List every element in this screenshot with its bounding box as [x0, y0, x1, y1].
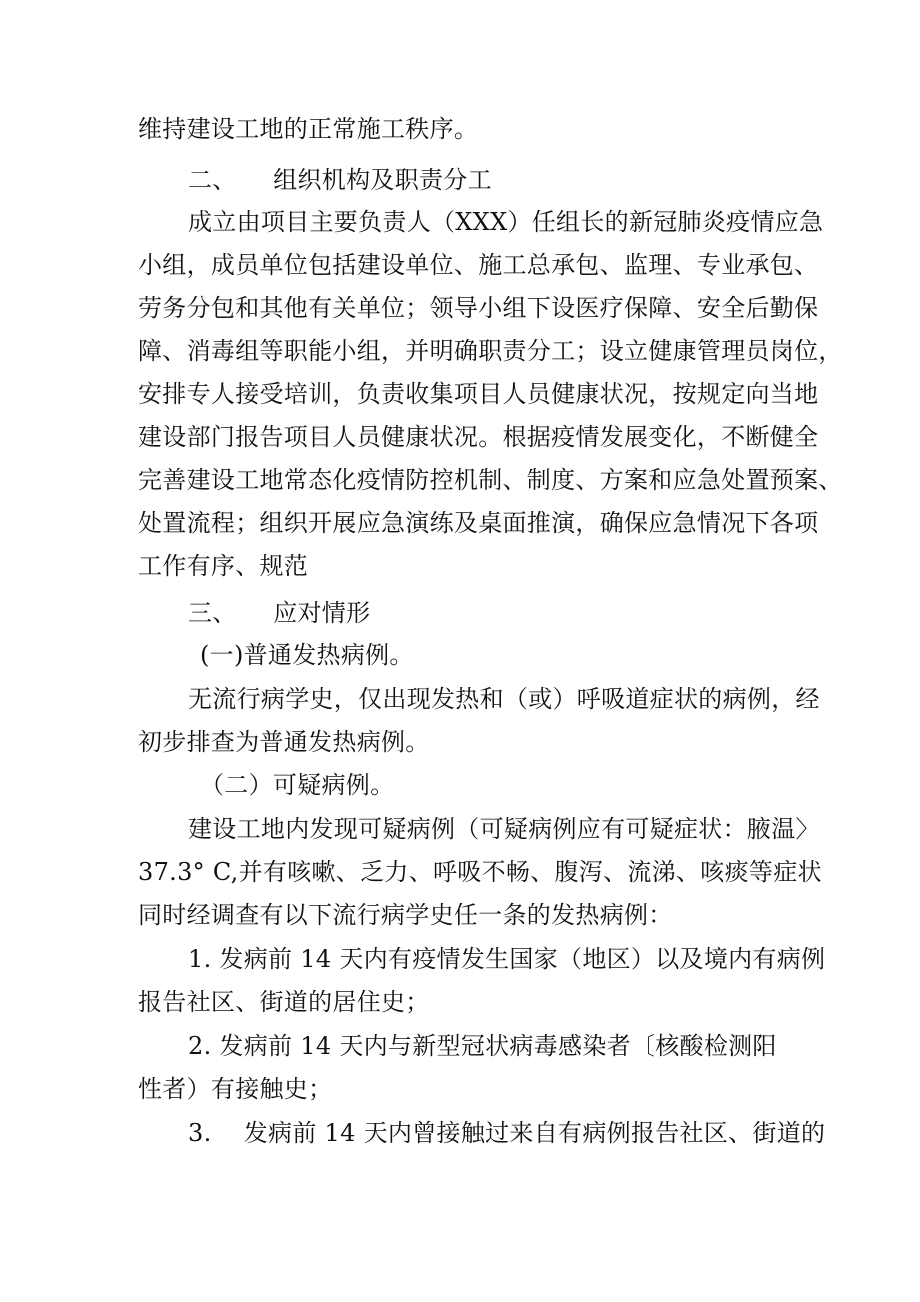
text-line: 工作有序、规范 [138, 552, 309, 580]
text-line: 处置流程；组织开展应急演练及桌面推演，确保应急情况下各项 [138, 509, 819, 537]
text-line: 完善建设工地常态化疫情防控机制、制度、方案和应急处置预案、 [138, 466, 843, 494]
list-item: 3. 发病前 14 天内曾接触过来自有病例报告社区、街道的 [188, 1119, 826, 1147]
text-line: 37.3° C,并有咳嗽、乏力、呼吸不畅、腹泻、流涕、咳痰等症状 [138, 858, 822, 886]
subsection-heading: (一)普通发热病例。 [200, 641, 414, 669]
text-line: 维持建设工地的正常施工秩序。 [138, 115, 479, 143]
text-line: 建设部门报告项目人员健康状况。根据疫情发展变化，不断健全 [138, 423, 819, 451]
list-item: 1. 发病前 14 天内有疫情发生国家（地区）以及境内有病例 [188, 945, 826, 973]
text-line: 无流行病学史，仅出现发热和（或）呼吸道症状的病例，经 [188, 685, 820, 713]
text-line: 障、消毒组等职能小组，并明确职责分工；设立健康管理员岗位， [138, 337, 843, 365]
text-line: 成立由项目主要负责人（XXX）任组长的新冠肺炎疫情应急 [188, 208, 824, 236]
text-line: 同时经调查有以下流行病学史任一条的发热病例： [138, 901, 673, 929]
text-line: 小组，成员单位包括建设单位、施工总承包、监理、专业承包、 [138, 251, 819, 279]
section-heading: 三、 应对情形 [188, 599, 371, 627]
text-line: 报告社区、街道的居住史； [138, 988, 430, 1016]
text-line: 性者）有接触史； [138, 1075, 333, 1103]
list-item: 2. 发病前 14 天内与新型冠状病毒感染者〔核酸检测阳 [188, 1032, 777, 1060]
subsection-heading: （二）可疑病例。 [200, 771, 395, 799]
text-line: 建设工地内发现可疑病例（可疑病例应有可疑症状：腋温〉 [188, 815, 820, 843]
text-line: 初步排查为普通发热病例。 [138, 728, 430, 756]
text-line: 劳务分包和其他有关单位；领导小组下设医疗保障、安全后勤保 [138, 294, 819, 322]
text-line: 安排专人接受培训，负责收集项目人员健康状况，按规定向当地 [138, 380, 819, 408]
section-heading: 二、 组织机构及职责分工 [188, 166, 492, 194]
